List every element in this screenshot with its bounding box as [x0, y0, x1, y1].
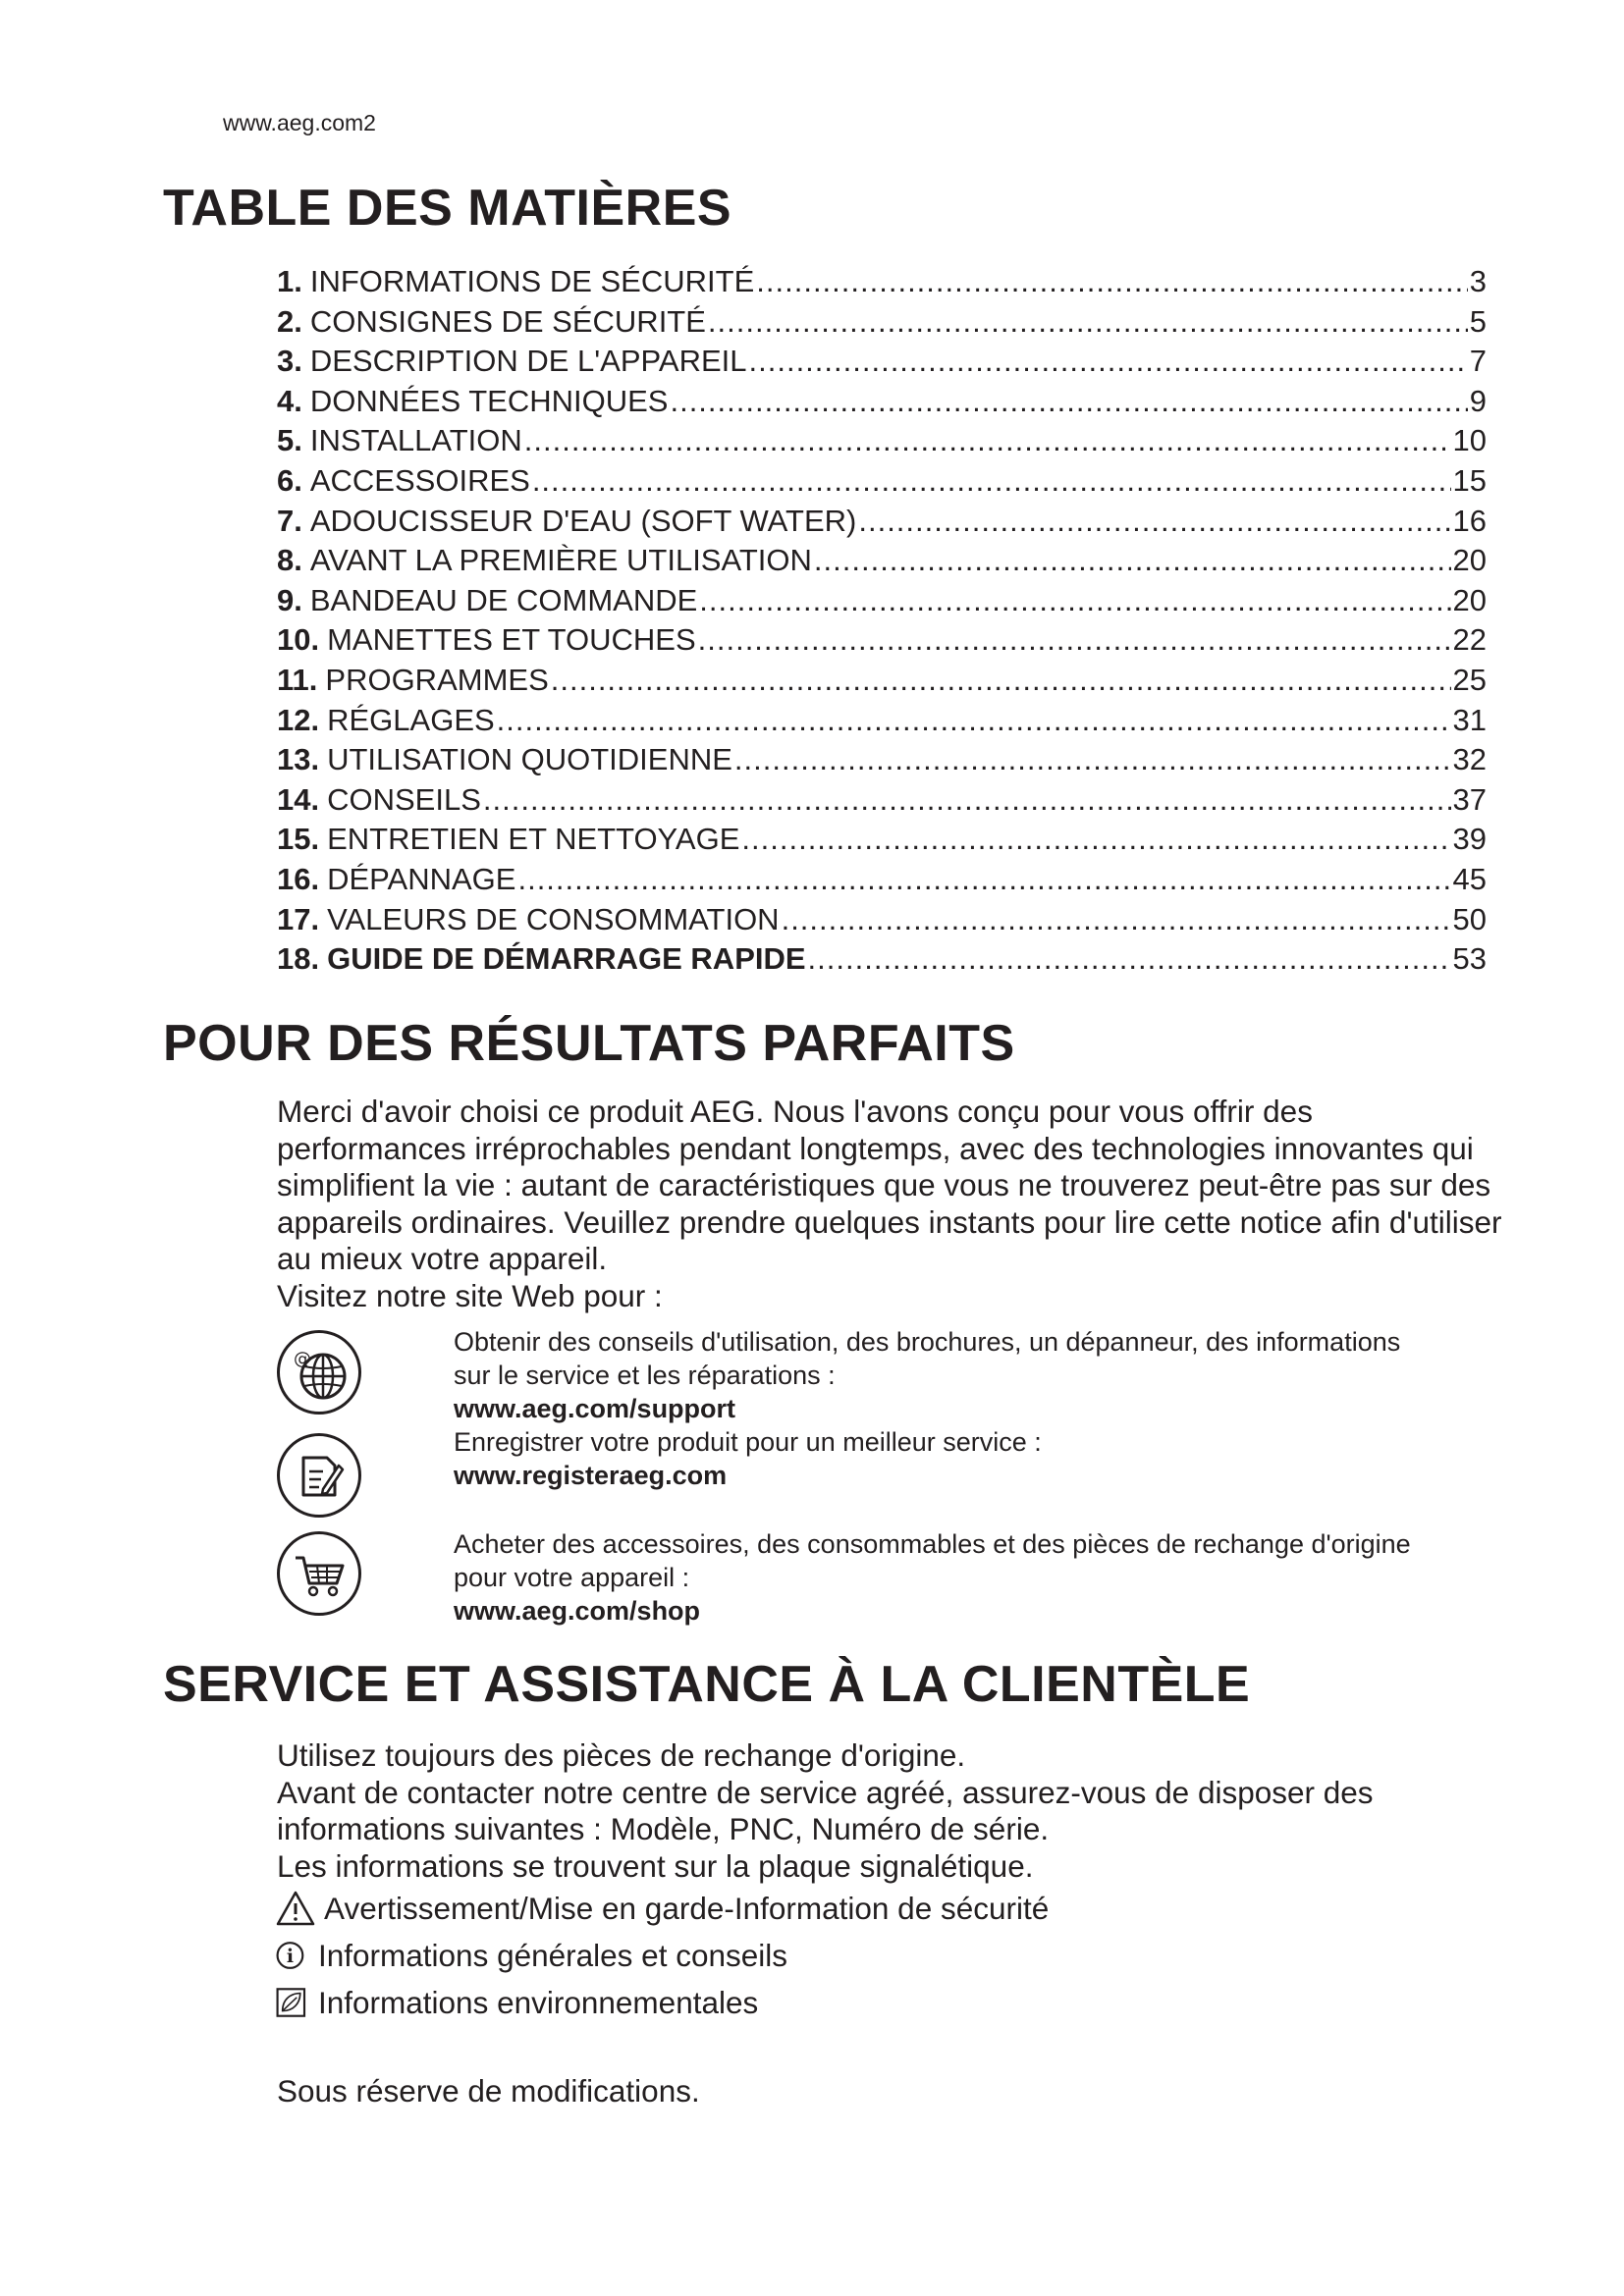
- svg-text:@: @: [294, 1349, 311, 1369]
- toc-page-number: 15: [1452, 462, 1487, 498]
- toc-page-number: 50: [1452, 901, 1487, 936]
- toc-page-number: 32: [1452, 742, 1487, 777]
- toc-number: 17.: [277, 901, 320, 936]
- toc-page-number: 9: [1469, 383, 1487, 418]
- toc-entry-title: ADOUCISSEUR D'EAU (SOFT WATER): [309, 503, 857, 538]
- legend-warning: [275, 1889, 1049, 1928]
- leaf-icon: [275, 1984, 310, 2021]
- legend-environment: [275, 1983, 758, 2022]
- legend-info: [275, 1936, 787, 1975]
- toc-row[interactable]: [277, 541, 1487, 581]
- shop-link-block: [454, 1527, 1435, 1628]
- toc-leader-dots: [497, 701, 1451, 741]
- toc-page-number: 10: [1452, 423, 1487, 458]
- toc-row[interactable]: [277, 342, 1487, 382]
- toc-number: 14.: [277, 781, 320, 817]
- toc-page-number: 25: [1452, 662, 1487, 697]
- toc-entry-title: AVANT LA PREMIÈRE UTILISATION: [309, 543, 812, 578]
- toc-leader-dots: [858, 502, 1450, 542]
- globe-icon: [277, 1330, 361, 1415]
- service-text: [277, 1737, 1504, 1885]
- toc-row[interactable]: [277, 661, 1487, 701]
- toc-entry-title: PROGRAMMES: [325, 662, 549, 697]
- toc-entry-title: BANDEAU DE COMMANDE: [309, 582, 698, 617]
- toc-page-number: 7: [1469, 344, 1487, 379]
- toc-number: 7.: [277, 503, 302, 538]
- toc-leader-dots: [749, 342, 1468, 382]
- toc-page-number: 3: [1469, 264, 1487, 298]
- note-icon: [277, 1433, 361, 1518]
- toc-leader-dots: [699, 581, 1450, 621]
- toc-leader-dots: [708, 302, 1468, 343]
- support-url-link[interactable]: www.aeg.com/support: [454, 1394, 736, 1423]
- toc-entry-title: RÉGLAGES: [327, 702, 495, 737]
- toc-page-number: 53: [1452, 941, 1487, 977]
- toc-page-number: 16: [1452, 503, 1487, 538]
- toc-number: 5.: [277, 423, 302, 458]
- toc-entry-title: ACCESSOIRES: [309, 462, 530, 498]
- service-line-rating-plate: Les informations se trouvent sur la plaque signalétique.: [277, 1847, 1034, 1884]
- toc-entry-title: DÉPANNAGE: [327, 861, 516, 896]
- legend-warning-label: Avertissement/Mise en garde-Information de sécurité: [324, 1891, 1050, 1926]
- support-text: Obtenir des conseils d'utilisation, des brochures, un dépanneur, des informations sur le service et les réparations :: [454, 1327, 1401, 1390]
- toc-page-number: 45: [1452, 861, 1487, 896]
- cart-icon: [277, 1531, 361, 1616]
- toc-row[interactable]: [277, 581, 1487, 621]
- toc-entry-title: CONSIGNES DE SÉCURITÉ: [309, 303, 706, 339]
- toc-title: TABLE DES MATIÈRES: [163, 180, 732, 237]
- toc-entry-title: UTILISATION QUOTIDIENNE: [327, 742, 732, 777]
- toc-row[interactable]: [277, 860, 1487, 900]
- legend-environment-label: Informations environnementales: [318, 1985, 759, 2020]
- toc-page-number: 39: [1452, 822, 1487, 857]
- toc-number: 2.: [277, 303, 302, 339]
- toc-number: 15.: [277, 822, 320, 857]
- toc-number: 1.: [277, 264, 302, 298]
- svg-text:i: i: [286, 1945, 295, 1967]
- toc-page-number: 20: [1452, 582, 1487, 617]
- service-line-contact: Avant de contacter notre centre de service agréé, assurez-vous de disposer des informations suivantes : Modèle, PNC, Numéro de série.: [277, 1774, 1374, 1846]
- register-url-link[interactable]: www.registeraeg.com: [454, 1461, 728, 1490]
- toc-page-number: 5: [1469, 303, 1487, 339]
- toc-entry-title: ENTRETIEN ET NETTOYAGE: [327, 822, 740, 857]
- toc-number: 8.: [277, 543, 302, 578]
- toc-entry-title: CONSEILS: [327, 781, 481, 817]
- footer-note: Sous réserve de modifications.: [277, 2073, 700, 2109]
- info-icon: [275, 1937, 310, 1974]
- toc-row[interactable]: [277, 780, 1487, 821]
- table-of-contents: [277, 262, 1487, 980]
- toc-page-number: 31: [1452, 702, 1487, 737]
- service-title: SERVICE ET ASSISTANCE À LA CLIENTÈLE: [163, 1656, 1251, 1713]
- toc-entry-title: VALEURS DE CONSOMMATION: [327, 901, 780, 936]
- toc-row[interactable]: [277, 900, 1487, 940]
- toc-leader-dots: [814, 541, 1451, 581]
- service-line-original-parts: Utilisez toujours des pièces de rechange d'origine.: [277, 1737, 966, 1773]
- toc-row[interactable]: [277, 461, 1487, 502]
- toc-leader-dots: [698, 620, 1451, 661]
- toc-leader-dots: [734, 740, 1451, 780]
- toc-number: 10.: [277, 622, 320, 658]
- toc-entry-title: DESCRIPTION DE L'APPAREIL: [309, 344, 747, 379]
- header-url: www.aeg.com2: [223, 110, 376, 135]
- toc-number: 12.: [277, 702, 320, 737]
- toc-entry-title: MANETTES ET TOUCHES: [327, 622, 696, 658]
- toc-row[interactable]: [277, 939, 1487, 980]
- toc-page-number: 37: [1452, 781, 1487, 817]
- toc-number: 6.: [277, 462, 302, 498]
- legend-info-label: Informations générales et conseils: [318, 1938, 788, 1973]
- toc-page-number: 20: [1452, 543, 1487, 578]
- toc-row[interactable]: [277, 701, 1487, 741]
- register-link-block: [454, 1425, 1435, 1492]
- toc-leader-dots: [741, 820, 1450, 860]
- toc-leader-dots: [670, 382, 1467, 422]
- toc-leader-dots: [782, 900, 1451, 940]
- toc-row[interactable]: [277, 262, 1487, 302]
- toc-number: 4.: [277, 383, 302, 418]
- toc-number: 11.: [277, 662, 318, 697]
- support-link-block: [454, 1325, 1435, 1425]
- toc-number: 13.: [277, 742, 320, 777]
- shop-text: Acheter des accessoires, des consommables et des pièces de rechange d'origine pour votre appareil :: [454, 1529, 1411, 1592]
- warning-icon: [275, 1890, 316, 1927]
- shop-url-link[interactable]: www.aeg.com/shop: [454, 1596, 701, 1626]
- toc-leader-dots: [551, 661, 1451, 701]
- toc-leader-dots: [756, 262, 1467, 302]
- toc-leader-dots: [517, 860, 1450, 900]
- toc-entry-title: INSTALLATION: [309, 423, 522, 458]
- toc-row[interactable]: [277, 820, 1487, 860]
- toc-leader-dots: [532, 461, 1451, 502]
- toc-page-number: 22: [1452, 622, 1487, 658]
- visit-website-text: Visitez notre site Web pour :: [277, 1278, 663, 1313]
- toc-row[interactable]: [277, 502, 1487, 542]
- perfect-results-intro: Merci d'avoir choisi ce produit AEG. Nous l'avons conçu pour vous offrir des performances irréprochables pendant longtemps, avec des technologies innovantes qui simplifient la vie : autant de caractéristiques que vous ne trouverez peut-être pas sur des appareils ordinaires. Veuillez prendre quelques instants pour lire cette notice afin d'utiliser au mieux votre appareil.: [277, 1094, 1502, 1276]
- toc-entry-title: GUIDE DE DÉMARRAGE RAPIDE: [327, 941, 806, 977]
- toc-row[interactable]: [277, 382, 1487, 422]
- toc-number: 3.: [277, 344, 302, 379]
- toc-number: 9.: [277, 582, 302, 617]
- toc-row[interactable]: [277, 302, 1487, 343]
- toc-row[interactable]: [277, 421, 1487, 461]
- toc-entry-title: DONNÉES TECHNIQUES: [309, 383, 669, 418]
- toc-leader-dots: [524, 421, 1451, 461]
- perfect-results-title: POUR DES RÉSULTATS PARFAITS: [163, 1015, 1015, 1072]
- toc-number: 16.: [277, 861, 320, 896]
- toc-leader-dots: [483, 780, 1451, 821]
- toc-row[interactable]: [277, 620, 1487, 661]
- toc-row[interactable]: [277, 740, 1487, 780]
- toc-entry-title: INFORMATIONS DE SÉCURITÉ: [309, 264, 755, 298]
- register-text: Enregistrer votre produit pour un meilleur service :: [454, 1427, 1042, 1457]
- toc-leader-dots: [808, 939, 1451, 980]
- toc-number: 18.: [277, 941, 320, 977]
